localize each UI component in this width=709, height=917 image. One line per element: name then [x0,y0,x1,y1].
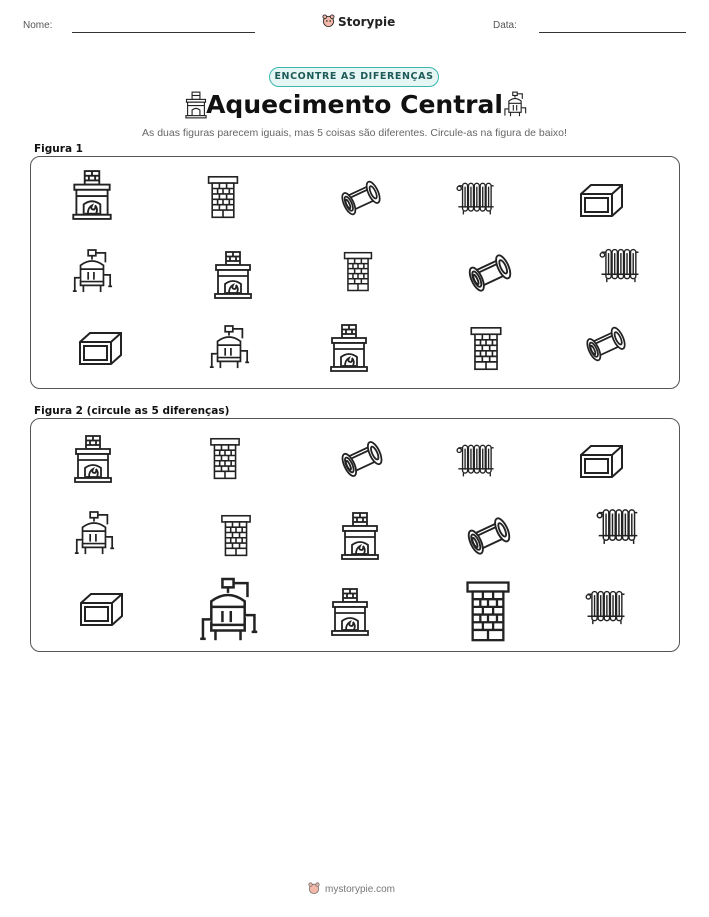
chimney-icon[interactable] [203,175,243,220]
pipe-icon[interactable] [337,177,385,219]
radiator-icon[interactable] [584,586,628,628]
radiator-icon[interactable] [455,177,497,219]
chimney-icon[interactable] [458,580,518,644]
fireplace-icon[interactable] [329,323,369,373]
storypie-icon [308,882,320,897]
brand-logo [322,14,395,30]
chimney-icon[interactable] [215,514,257,558]
date-line[interactable] [539,32,686,33]
fireplace-icon[interactable] [213,250,253,300]
brand-name: Storypie [338,15,396,29]
chimney-icon[interactable] [466,326,506,372]
pipe-icon[interactable] [582,322,630,366]
fireplace-icon[interactable] [73,433,113,485]
pipe-icon[interactable] [337,438,387,480]
duct-icon[interactable] [576,180,626,220]
instructions: As duas figuras parecem iguais, mas 5 coisas são diferentes. Circule-as na figura de baixo! [142,127,567,139]
figure-1-label: Figura 1 [34,143,83,155]
activity-badge: ENCONTRE AS DIFERENÇAS [269,67,439,87]
name-label: Nome: [23,20,53,31]
boiler-icon[interactable] [196,576,260,646]
duct-icon[interactable] [75,328,125,368]
fireplace-icon[interactable] [339,511,381,561]
pipe-icon[interactable] [464,250,516,296]
pipe-icon[interactable] [463,512,515,560]
figure-2-label: Figura 2 (circule as 5 diferenças) [34,405,230,417]
page-title: Aquecimento Central [206,90,503,119]
radiator-icon[interactable] [598,244,642,286]
radiator-icon[interactable] [595,505,641,547]
boiler-icon[interactable] [207,324,251,372]
radiator-icon[interactable] [455,439,497,481]
name-line[interactable] [72,32,255,33]
storypie-icon [322,14,335,30]
footer-url: mystorypie.com [325,884,396,895]
footer [308,882,395,897]
duct-icon[interactable] [76,588,126,630]
boiler-icon[interactable] [70,248,114,296]
boiler-icon [502,91,528,123]
chimney-icon[interactable] [205,437,245,481]
fireplace-icon[interactable] [71,169,113,221]
fireplace-icon[interactable] [330,587,370,637]
date-label: Data: [493,20,517,31]
chimney-icon[interactable] [340,251,376,293]
boiler-icon[interactable] [72,510,116,558]
duct-icon[interactable] [576,441,626,481]
